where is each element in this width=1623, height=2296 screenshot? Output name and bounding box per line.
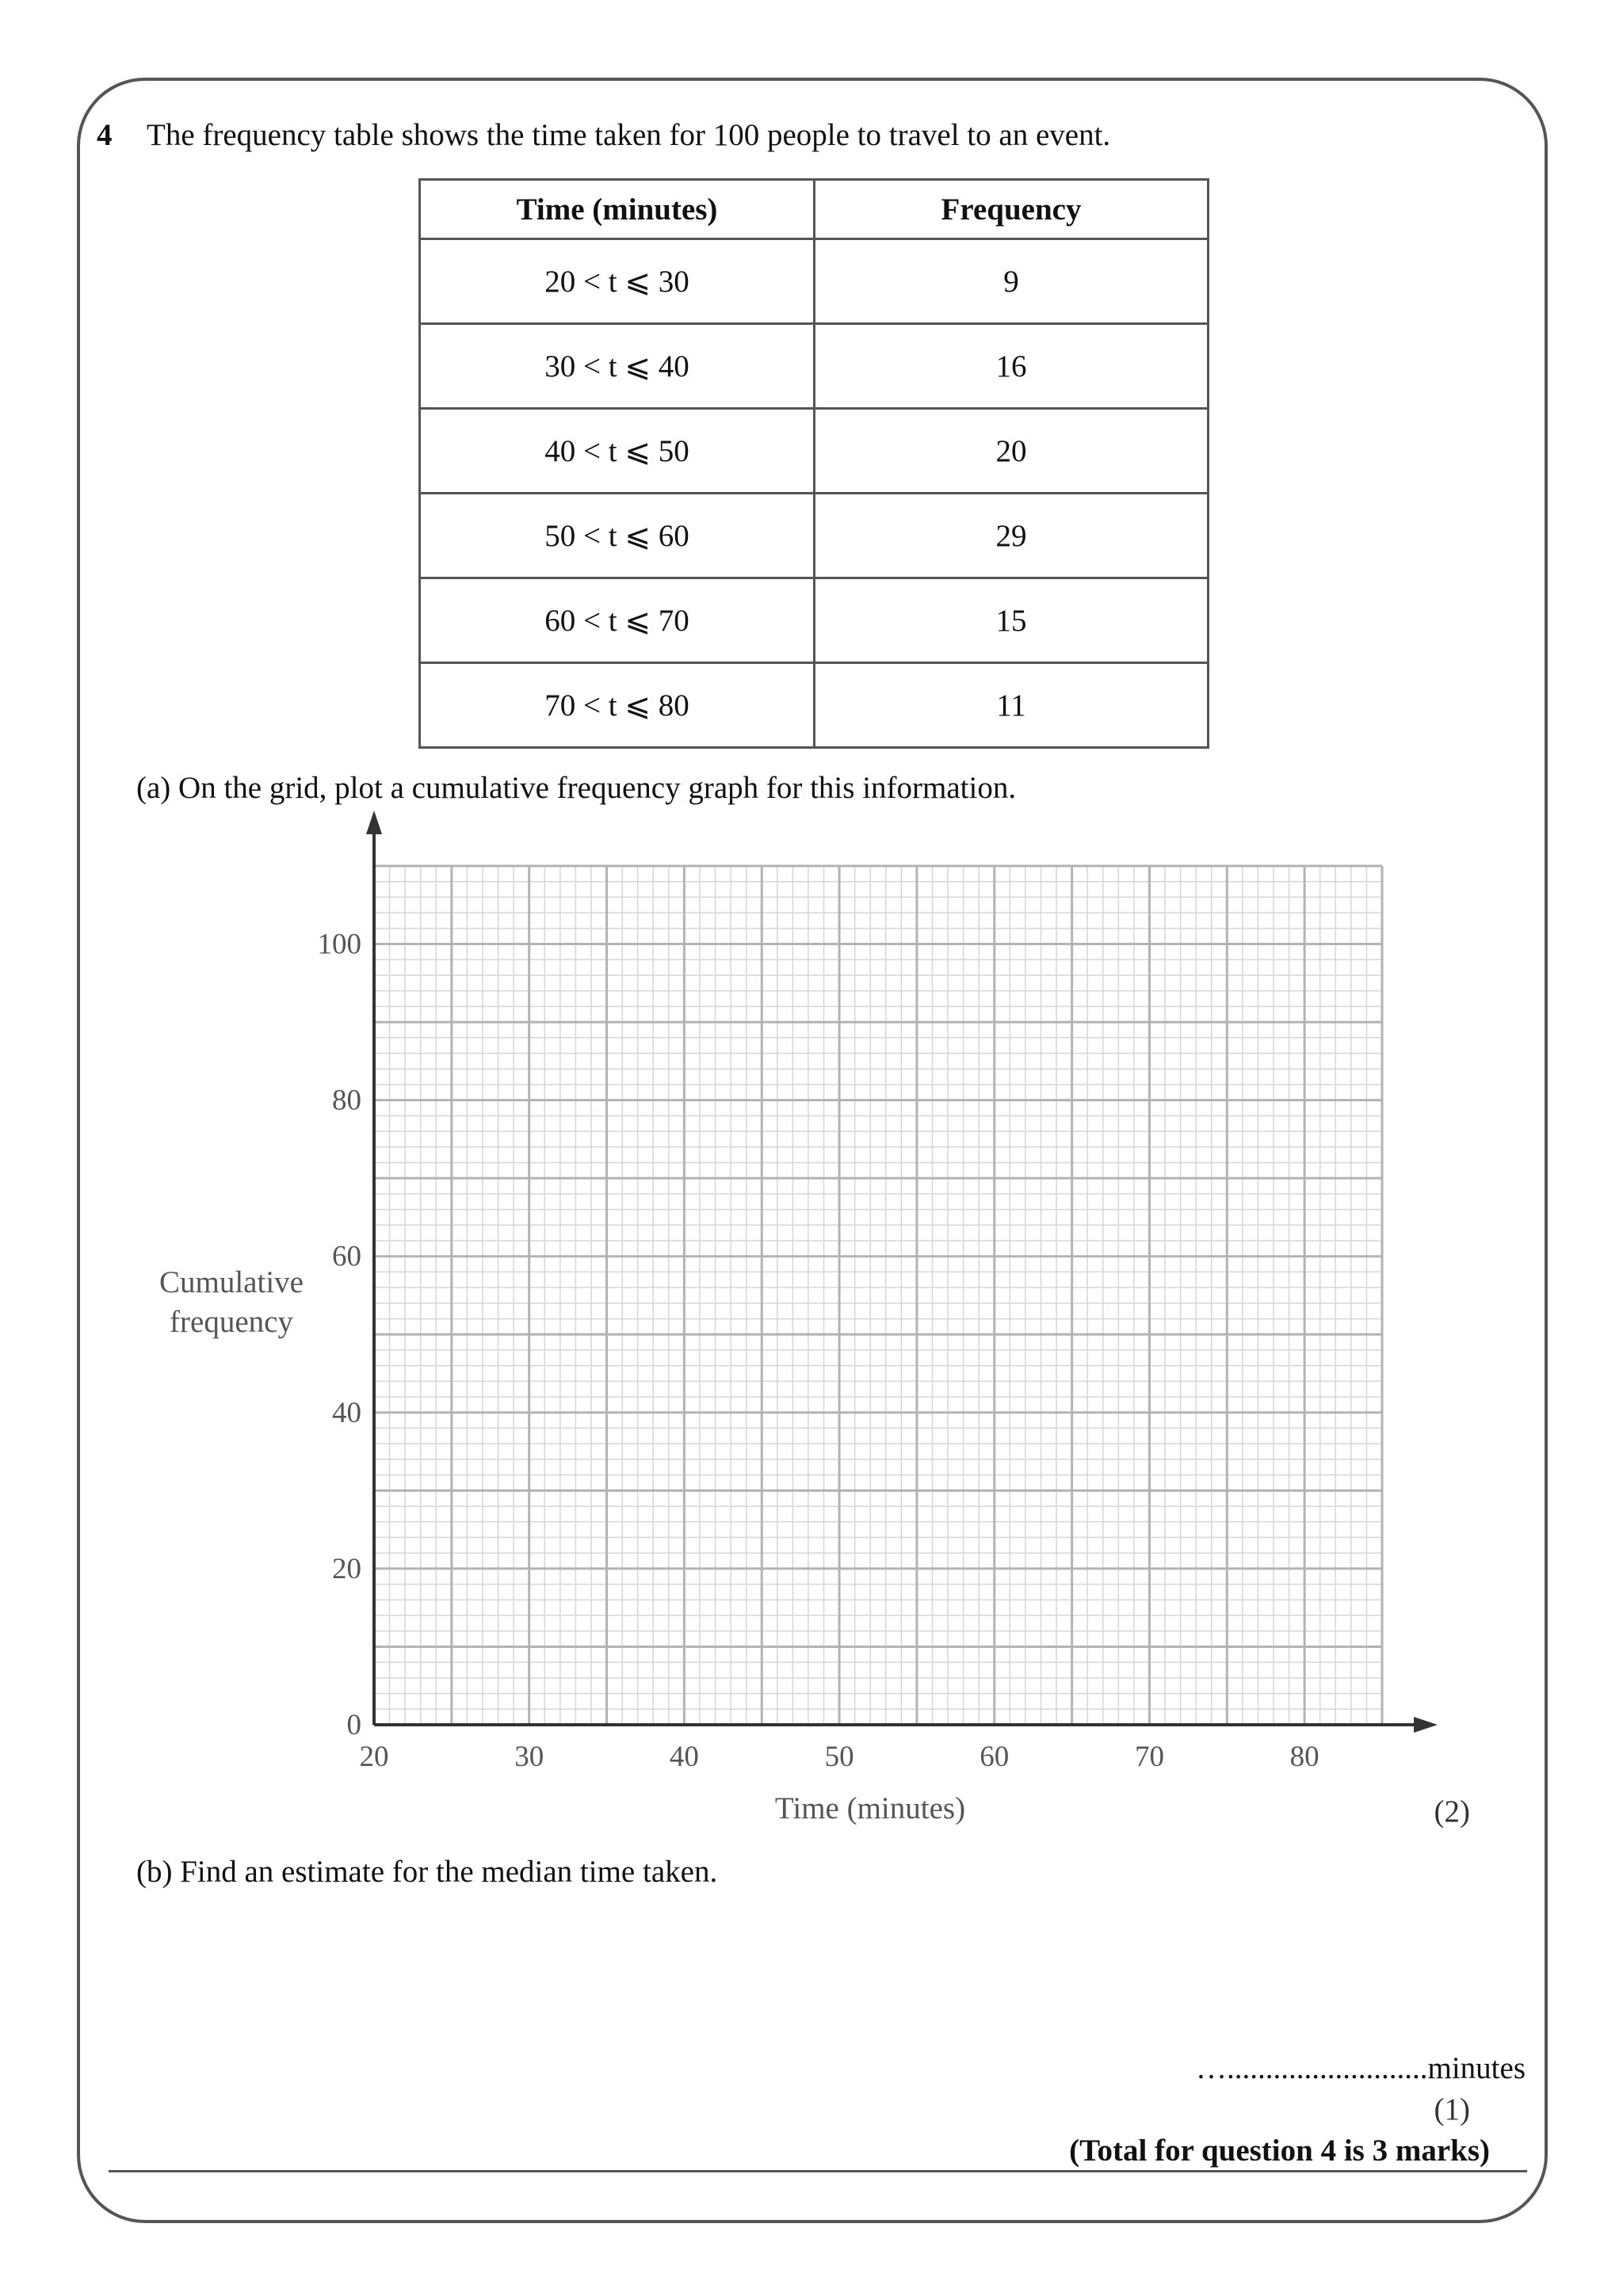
table-cell-interval: 70 < t ⩽ 80 — [420, 663, 815, 748]
part-b-marks: (1) — [1434, 2092, 1470, 2126]
table-cell-interval: 30 < t ⩽ 40 — [420, 324, 815, 409]
y-axis-title: frequency — [170, 1305, 293, 1339]
x-axis-arrow-icon — [1414, 1717, 1438, 1733]
part-a-marks: (2) — [1434, 1794, 1470, 1829]
y-tick-label: 0 — [346, 1709, 361, 1741]
y-tick-label: 80 — [332, 1084, 361, 1117]
grid-minor-lines — [374, 866, 1382, 1725]
x-tick-label: 40 — [669, 1741, 699, 1773]
x-tick-label: 20 — [359, 1741, 389, 1773]
grid-major-lines — [374, 866, 1382, 1725]
table-cell-frequency: 16 — [815, 324, 1209, 409]
question-total: (Total for question 4 is 3 marks) — [1069, 2134, 1490, 2168]
table-header-time: Time (minutes) — [420, 180, 815, 239]
y-axis-title: Cumulative — [159, 1265, 304, 1299]
y-tick-label: 20 — [332, 1552, 361, 1585]
table-cell-interval: 50 < t ⩽ 60 — [420, 494, 815, 578]
y-tick-label: 100 — [317, 928, 361, 961]
median-answer-line[interactable]: …..........................minutes — [1196, 2051, 1526, 2085]
x-tick-label: 70 — [1134, 1741, 1164, 1773]
part-a-instruction: (a) On the grid, plot a cumulative frequency graph for this information. — [136, 771, 1017, 805]
table-cell-frequency: 11 — [815, 663, 1209, 748]
bottom-rule — [109, 2170, 1527, 2172]
y-tick-label: 40 — [332, 1396, 361, 1429]
x-tick-label: 60 — [980, 1741, 1010, 1773]
question-intro: The frequency table shows the time taken for 100 people to travel to an event. — [147, 118, 1111, 152]
x-tick-label: 80 — [1289, 1741, 1319, 1773]
part-b-instruction: (b) Find an estimate for the median time taken. — [136, 1855, 718, 1889]
table-cell-frequency: 15 — [815, 578, 1209, 663]
x-tick-label: 50 — [824, 1741, 854, 1773]
table-cell-interval: 60 < t ⩽ 70 — [420, 578, 815, 663]
table-cell-frequency: 29 — [815, 494, 1209, 578]
table-cell-frequency: 9 — [815, 239, 1209, 324]
question-number: 4 — [97, 118, 113, 152]
x-axis-title: Time (minutes) — [774, 1791, 966, 1825]
table-cell-frequency: 20 — [815, 409, 1209, 494]
table-cell-interval: 40 < t ⩽ 50 — [420, 409, 815, 494]
table-cell-interval: 20 < t ⩽ 30 — [420, 239, 815, 324]
y-axis-arrow-icon — [366, 810, 382, 834]
y-tick-label: 60 — [332, 1240, 361, 1273]
x-tick-label: 30 — [514, 1741, 544, 1773]
table-header-frequency: Frequency — [815, 180, 1209, 239]
